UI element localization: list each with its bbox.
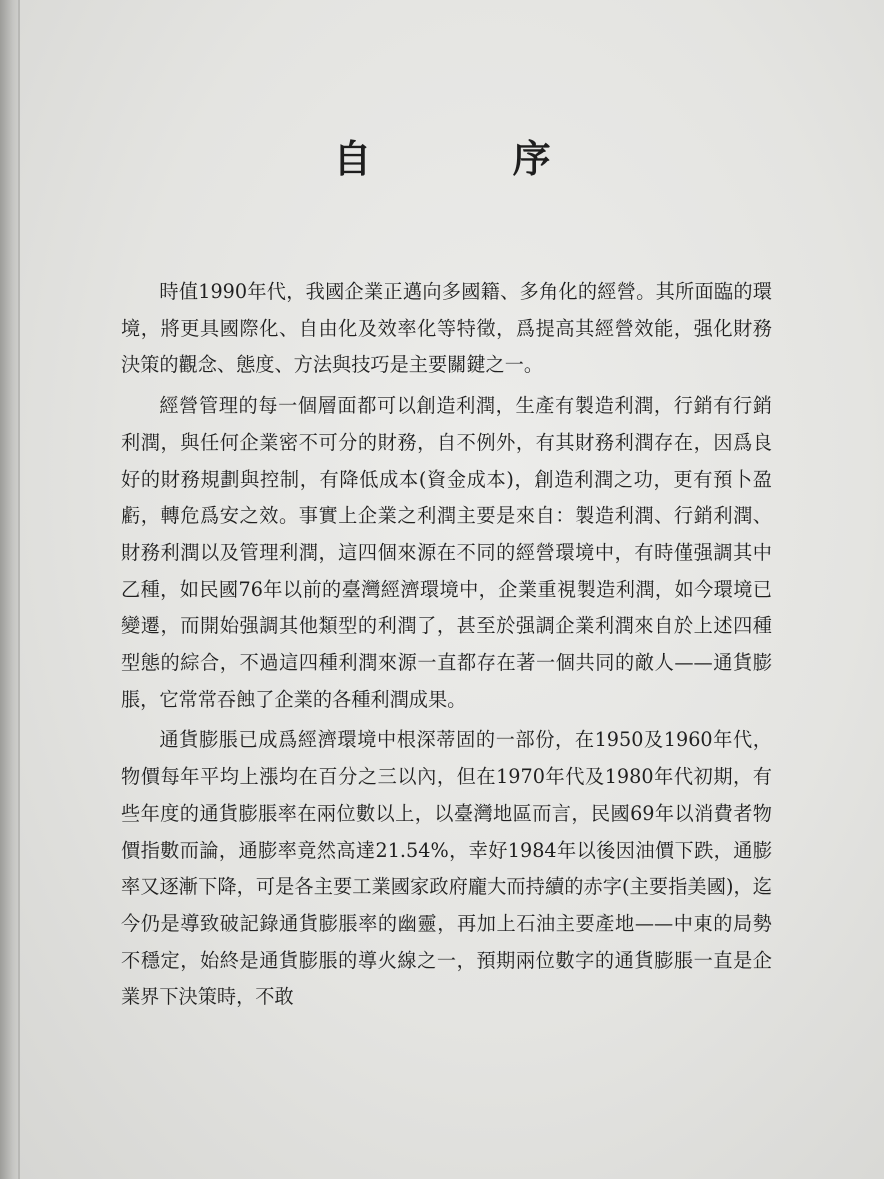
preface-body bbox=[121, 274, 772, 1020]
page-title: 自 序 bbox=[333, 137, 615, 181]
paragraph-3: 通貨膨脹已成爲經濟環境中根深蒂固的一部份，在1950及1960年代，物價每年平均上漲均在百分之三以內，但在1970年代及1980年代初期，有些年度的通貨膨脹率在兩位數以上，以臺灣地區而言，民國69年以消費者物價指數而論，通膨率竟然高達21.54%，幸好1984年以後因油價下跌，通膨率又逐漸下降，可是各主要工業國家政府龐大而持續的赤字(主要指美國)，迄今仍是導致破記錄通貨膨脹率的幽靈，再加上石油主要產地——中東的局勢不穩定，始終是通貨膨脹的導火線之一，預期兩位數字的通貨膨脹一直是企業界下決策時，不敢 bbox=[121, 728, 772, 1009]
paragraph-2: 經營管理的每一個層面都可以創造利潤，生產有製造利潤，行銷有行銷利潤，與任何企業密不可分的財務，自不例外，有其財務利潤存在，因爲良好的財務規劃與控制，有降低成本(資金成本)，創造利潤之功，更有預卜盈虧，轉危爲安之效。事實上企業之利潤主要是來自：製造利潤、行銷利潤、財務利潤以及管理利潤，這四個來源在不同的經營環境中，有時僅强調其中乙種，如民國76年以前的臺灣經濟環境中，企業重視製造利潤，如今環境已變遷，而開始强調其他類型的利潤了，甚至於强調企業利潤來自於上述四種型態的綜合，不過這四種利潤來源一直都存在著一個共同的敵人——通貨膨脹，它常常吞蝕了企業的各種利潤成果。 bbox=[121, 394, 772, 711]
paragraph-1: 時值1990年代，我國企業正邁向多國籍、多角化的經營。其所面臨的環境，將更具國際化、自由化及效率化等特徵，爲提高其經營效能，强化財務決策的觀念、態度、方法與技巧是主要關鍵之一。 bbox=[121, 280, 772, 377]
